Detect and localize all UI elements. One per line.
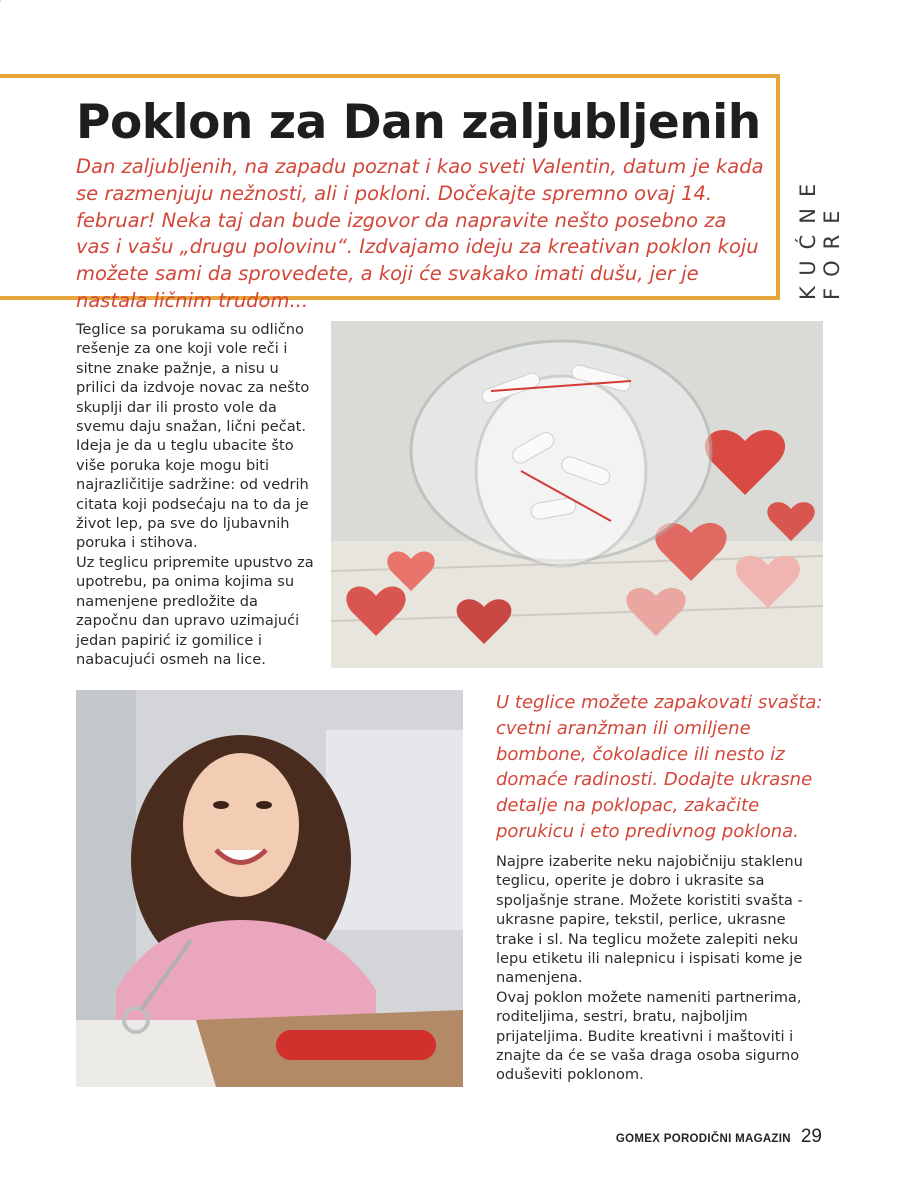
section-label: KUĆNE FORE xyxy=(796,172,844,300)
magazine-name: GOMEX PORODIČNI MAGAZIN xyxy=(615,1133,791,1145)
crop-mark: ' xyxy=(0,0,2,7)
body-column-left: Teglice sa porukama su odlično rešenje za one koji vole reči i sitne znake pažnje, a nisu u prilici da izdvoje novac za nešto skuplji dar ili prosto vole da svemu daju snažan, lični pečat. Ideja je da u teglu ubacite što više poruka koje mogu biti najrazličitije sadržine: od vedrih citata koji podsećaju na to da je život lep, pa sve do ljubavnih poruka i stihova. Uz teglicu pripremite upustvo za upotrebu, pa onima kojima su namenjene predložite da započnu dan upravo uzimajući jedan papirić iz gomilice i nabacujući osmeh na lice. xyxy=(76,321,314,668)
page-footer xyxy=(616,1126,822,1148)
body-column-right: Najpre izaberite neku najobičniju staklenu teglicu, operite je dobro i ukrasite sa spoljašnje strane. Možete koristiti svašta - ukrasne papire, tekstil, perlice, ukrasne trake i sl. Na teglicu možete zalepiti neku lepu etiketu ili nalepnicu i ispisati kome je namenjena. Ovaj poklon možete nameniti partnerima, roditeljima, sestri, bratu, najboljim prijateljima. Budite kreativni i maštoviti i znajte da će se vaša draga osoba sigurno oduševiti poklonom. xyxy=(496,853,803,1084)
page-number: 29 xyxy=(800,1126,822,1147)
article-intro: Dan zaljubljenih, na zapadu poznat i kao sveti Valentin, datum je kada se razmenjuju nežnosti, ali i pokloni. Dočekajte spremno ovaj 14. februar! Neka taj dan bude izgovor da napravite nešto posebno za vas i vašu „drugu polovinu“. Izdvajamo ideju za kreativan poklon koju možete sami da sprovedete, a koji će svakako imati dušu, jer je nastala ličnim trudom... xyxy=(76,155,764,312)
page-title: Poklon za Dan zaljubljenih xyxy=(76,95,761,150)
woman-crafting-photo xyxy=(76,690,463,1087)
pull-quote: U teglice možete zapakovati svašta: cvetni aranžman ili omiljene bombone, čokoladice ili nesto iz domaće radinosti. Dodajte ukrasne detalje na poklopac, zakačite porukicu i eto predivnog poklona. xyxy=(496,692,823,842)
jar-of-messages-photo xyxy=(331,321,823,668)
